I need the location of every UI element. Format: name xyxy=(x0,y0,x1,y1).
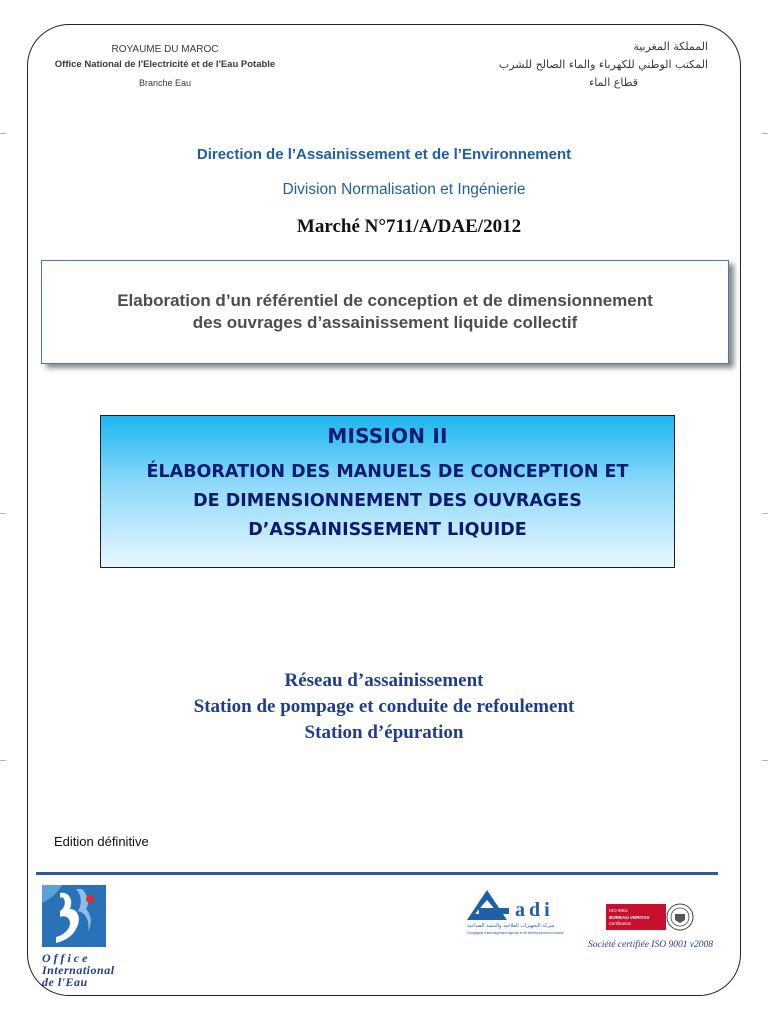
oie-red-dot xyxy=(86,895,94,903)
bv-iso: ISO 9001 xyxy=(609,908,629,913)
project-title-box xyxy=(41,260,729,364)
iso-certification-text: Société certifiée ISO 9001 v2008 xyxy=(588,940,714,950)
header-arabic xyxy=(428,38,708,92)
division-title: Division Normalisation et Ingénierie xyxy=(282,181,526,198)
header-office: Office National de l'Electricité et de l'Eau Potable xyxy=(54,59,276,70)
adi-tagline-fr: Compagnie d'aménagement agricole et de développement industriel xyxy=(467,931,564,935)
section-item: Réseau d’assainissement xyxy=(284,670,484,691)
oie-line2: International xyxy=(42,963,115,977)
oie-line1: Office xyxy=(42,951,91,965)
margin-tick xyxy=(762,513,768,514)
oie-line3: de l'Eau xyxy=(42,975,88,989)
oie-wordmark xyxy=(42,952,115,988)
header-ar-office: المكتب الوطني للكهرباء والماء الصالح للشرب xyxy=(498,58,708,71)
sections-list xyxy=(0,668,768,746)
mission-line2: DE DIMENSIONNEMENT DES OUVRAGES xyxy=(193,491,582,511)
margin-tick xyxy=(0,133,6,134)
bureau-veritas-logo xyxy=(606,902,694,932)
margin-tick xyxy=(0,760,6,761)
direction-title: Direction de l’Assainissement et de l’Environnement xyxy=(196,146,572,163)
mission-line3: D’ASSAINISSEMENT LIQUIDE xyxy=(248,520,527,540)
header-ar-kingdom: المملكة المغربية xyxy=(633,40,708,53)
bv-name: BUREAU VERITAS xyxy=(609,915,650,920)
adi-tagline-ar: شركة التجهيزات الفلاحية والتنمية الصناعية xyxy=(467,923,555,929)
header-branch: Branche Eau xyxy=(138,78,192,88)
header-french xyxy=(40,42,290,91)
mission-title: MISSION II xyxy=(327,424,448,448)
mission-line1: ÉLABORATION DES MANUELS DE CONCEPTION ET xyxy=(146,462,629,482)
margin-tick xyxy=(762,760,768,761)
adi-logo xyxy=(465,886,585,936)
edition-label: Edition définitive xyxy=(54,834,149,849)
header-ar-branch: قطاع الماء xyxy=(589,76,638,89)
mission-box xyxy=(100,415,675,568)
contract-number: Marché N°711/A/DAE/2012 xyxy=(296,216,522,237)
margin-tick xyxy=(762,133,768,134)
adi-brand-text: adi xyxy=(515,899,554,921)
oie-logo xyxy=(42,885,106,947)
bv-cert: Certification xyxy=(609,921,632,926)
section-item: Station de pompage et conduite de refoulement xyxy=(193,696,575,717)
project-title-line2: des ouvrages d’assainissement liquide collectif xyxy=(192,313,578,332)
margin-tick xyxy=(0,513,6,514)
project-title-line1: Elaboration d’un référentiel de conception et de dimensionnement xyxy=(117,291,653,310)
header-kingdom: ROYAUME DU MAROC xyxy=(111,44,219,55)
footer-divider xyxy=(36,872,718,875)
section-item: Station d’épuration xyxy=(304,722,464,743)
